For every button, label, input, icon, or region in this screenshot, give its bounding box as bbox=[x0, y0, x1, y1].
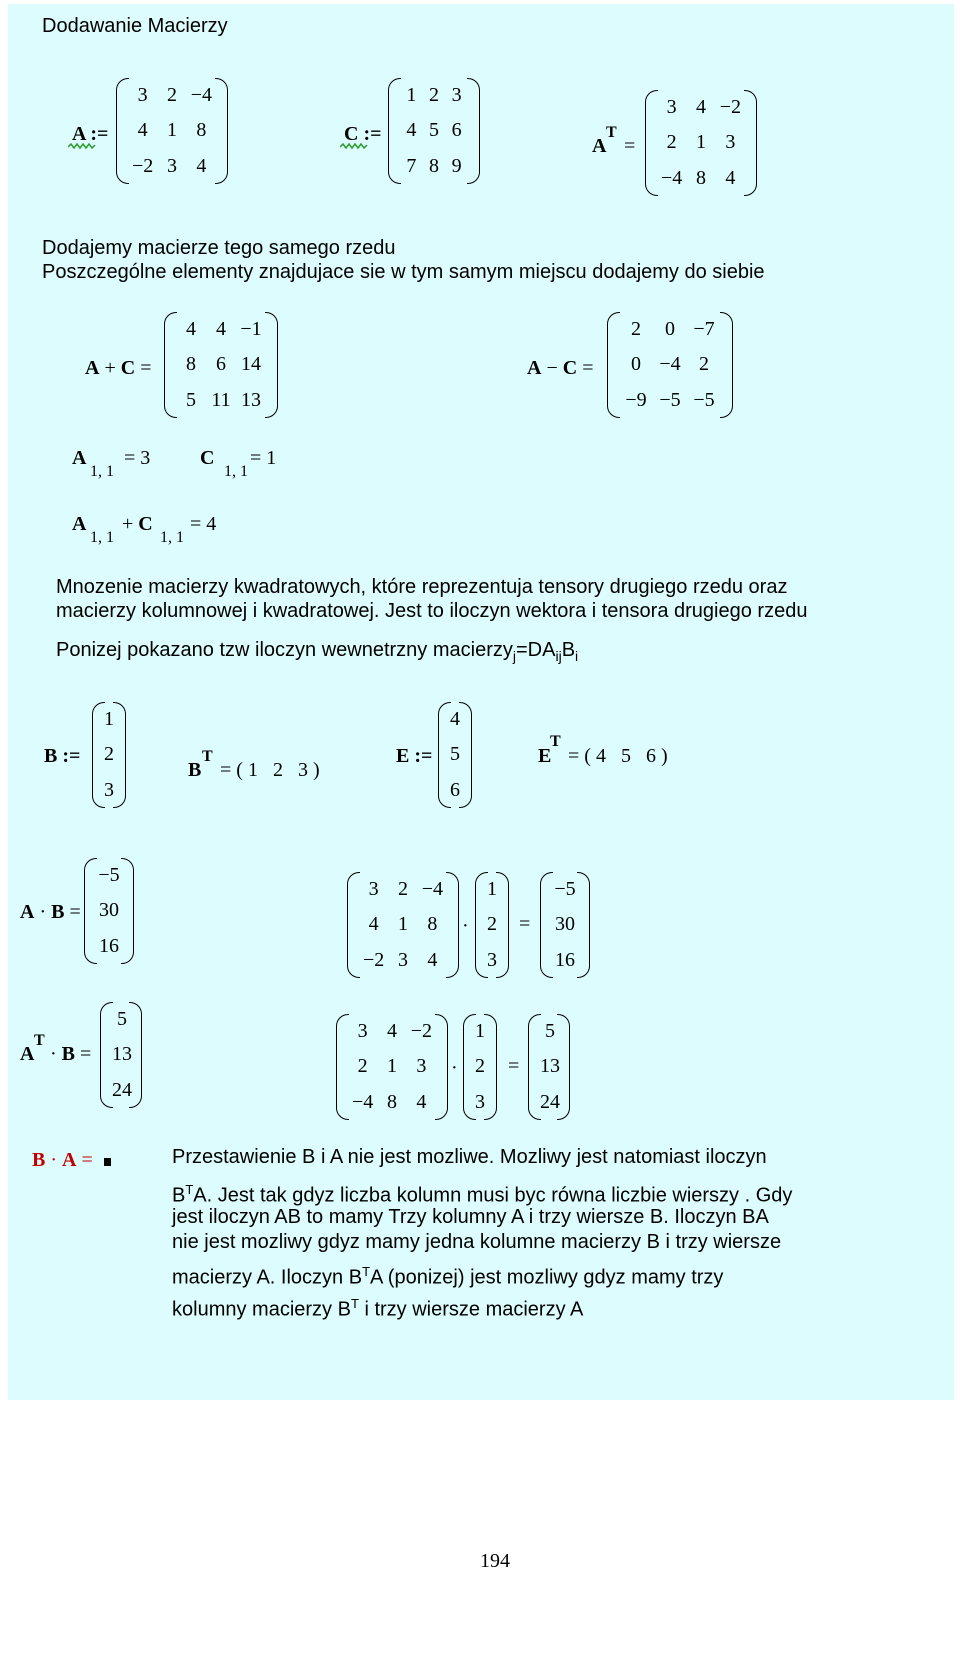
matrix-cell: −4 bbox=[190, 84, 212, 107]
matrix-b-expanded bbox=[475, 872, 509, 978]
matrix-cell: 8 bbox=[427, 913, 438, 936]
explanation-line-3: jest iloczyn AB to mamy Trzy kolumny A i trzy wiersze B. Iloczyn BA bbox=[172, 1206, 769, 1228]
subscript-1-1: 1, 1 bbox=[90, 529, 114, 546]
at-label: A bbox=[592, 135, 607, 157]
page-number: 194 bbox=[480, 1550, 510, 1572]
et-label: E bbox=[538, 745, 552, 767]
transpose-superscript: T bbox=[34, 1032, 45, 1049]
matrix-cell: 1 bbox=[386, 1055, 397, 1078]
matrix-cell: 6 bbox=[451, 119, 462, 142]
matrix-cell: 3 bbox=[666, 96, 677, 119]
multiplication-text-2: macierzy kolumnowej i kwadratowej. Jest to iloczyn wektora i tensora drugiego rzedu bbox=[56, 600, 808, 622]
right-bracket bbox=[496, 872, 509, 978]
matrix-cell: −7 bbox=[693, 318, 715, 341]
matrix-cell: 8 bbox=[428, 154, 439, 177]
right-bracket bbox=[720, 312, 733, 418]
matrix-cell: 0 bbox=[631, 353, 641, 376]
matrix-ab-expanded-result bbox=[540, 872, 590, 978]
subscript-1-1: 1, 1 bbox=[160, 529, 184, 546]
matrix-cell: 4 bbox=[137, 119, 148, 142]
matrix-cell: −5 bbox=[693, 388, 715, 411]
matrix-cell: 13 bbox=[540, 1055, 560, 1078]
matrix-cell: −2 bbox=[132, 154, 154, 177]
right-bracket bbox=[435, 1014, 448, 1120]
matrix-cell: 16 bbox=[555, 948, 575, 971]
matrix-cell: 1 bbox=[397, 913, 408, 936]
matrix-cell: 2 bbox=[428, 84, 439, 107]
matrix-cell: 3 bbox=[368, 878, 379, 901]
sum-a-element: A bbox=[72, 513, 87, 535]
matrix-cell: 2 bbox=[357, 1055, 368, 1078]
atb-a-label: A bbox=[20, 1043, 35, 1065]
right-bracket bbox=[113, 702, 126, 808]
c-definition-label: C := bbox=[344, 123, 382, 145]
matrix-grid bbox=[112, 1002, 130, 1108]
atb-label: · B = bbox=[50, 1043, 92, 1065]
matrix-cell: 4 bbox=[695, 96, 706, 119]
matrix-cell: −5 bbox=[554, 878, 576, 901]
matrix-e bbox=[438, 702, 472, 808]
matrix-grid bbox=[552, 872, 578, 978]
matrix-grid bbox=[176, 312, 266, 418]
matrix-cell: 2 bbox=[397, 878, 408, 901]
matrix-atb-expanded-result bbox=[528, 1014, 570, 1120]
matrix-cell: 16 bbox=[99, 934, 119, 957]
matrix-cell: 24 bbox=[112, 1078, 132, 1101]
transpose-superscript: T bbox=[550, 733, 561, 750]
value-a11: = 3 bbox=[124, 447, 151, 469]
matrix-cell: 1 bbox=[695, 131, 706, 154]
explanation-line-2: $B^TA$. Jest tak gdyz liczba kolumn musi byc równa liczbie wierszy . Gdy bbox=[172, 1182, 793, 1207]
matrix-grid bbox=[128, 78, 216, 184]
matrix-ab-result bbox=[84, 858, 134, 964]
matrix-a bbox=[116, 78, 228, 184]
ab-label: A · B = bbox=[20, 901, 81, 923]
matrix-cell: 2 bbox=[487, 913, 497, 936]
matrix-cell: 4 bbox=[427, 948, 438, 971]
matrix-cell: −4 bbox=[659, 353, 681, 376]
ba-label: B · A = bbox=[32, 1149, 93, 1171]
right-bracket bbox=[467, 78, 480, 184]
matrix-cell: 3 bbox=[104, 778, 114, 801]
right-bracket bbox=[446, 872, 459, 978]
right-bracket bbox=[557, 1014, 570, 1120]
explanation-line-6: kolumny macierzy $B^T$ i trzy wiersze macierzy A bbox=[172, 1296, 584, 1321]
matrix-cell: 2 bbox=[631, 318, 641, 341]
matrix-cell: −2 bbox=[363, 948, 385, 971]
matrix-grid bbox=[348, 1014, 436, 1120]
matrix-cell: 6 bbox=[450, 778, 460, 801]
matrix-cell: 30 bbox=[99, 899, 119, 922]
matrix-cell: 3 bbox=[487, 948, 497, 971]
matrix-cell: −4 bbox=[661, 166, 683, 189]
matrix-cell: 4 bbox=[216, 318, 226, 341]
matrix-b-expanded bbox=[463, 1014, 497, 1120]
matrix-cell: 0 bbox=[665, 318, 675, 341]
right-bracket bbox=[129, 1002, 142, 1108]
matrix-cell: 4 bbox=[368, 913, 379, 936]
matrix-cell: −4 bbox=[421, 878, 443, 901]
matrix-cell: 11 bbox=[211, 388, 231, 411]
right-bracket bbox=[577, 872, 590, 978]
bt-label: B bbox=[188, 759, 202, 781]
matrix-at-expanded bbox=[336, 1014, 448, 1120]
a-plus-c-label: A + C = bbox=[85, 357, 152, 379]
matrix-cell: −1 bbox=[240, 318, 262, 341]
dot-operator: · bbox=[451, 1057, 458, 1079]
matrix-cell: 4 bbox=[725, 166, 736, 189]
matrix-cell: 8 bbox=[695, 166, 706, 189]
matrix-cell: −4 bbox=[352, 1090, 374, 1113]
matrix-a-plus-c bbox=[164, 312, 278, 418]
matrix-cell: 2 bbox=[104, 743, 114, 766]
squiggle-underline-icon bbox=[68, 142, 96, 150]
multiplication-text-1: Mnozenie macierzy kwadratowych, które reprezentuja tensory drugiego rzedu oraz bbox=[56, 576, 788, 598]
page-title: Dodawanie Macierzy bbox=[42, 15, 228, 37]
explanation-line-5: macierzy A. Iloczyn $B^TA$ (ponizej) jest mozliwy gdyz mamy trzy bbox=[172, 1264, 724, 1289]
matrix-grid bbox=[619, 312, 721, 418]
matrix-cell: 3 bbox=[416, 1055, 427, 1078]
equals-sign: = bbox=[624, 135, 636, 157]
matrix-cell: 2 bbox=[166, 84, 177, 107]
e-definition-label: E := bbox=[396, 745, 433, 767]
right-bracket bbox=[121, 858, 134, 964]
equals-sign: = bbox=[519, 913, 531, 935]
a-definition-label: A := bbox=[72, 123, 109, 145]
matrix-cell: 24 bbox=[540, 1090, 560, 1113]
value-c11: = 1 bbox=[250, 447, 277, 469]
dot-operator: · bbox=[462, 915, 469, 937]
matrix-cell: 5 bbox=[428, 119, 439, 142]
matrix-cell: 13 bbox=[241, 388, 261, 411]
matrix-cell: 6 bbox=[216, 353, 226, 376]
matrix-grid bbox=[400, 78, 468, 184]
subscript-1-1: 1, 1 bbox=[224, 463, 248, 480]
explanation-line-1: Przestawienie B i A nie jest mozliwe. Mozliwy jest natomiast iloczyn bbox=[172, 1146, 767, 1168]
equals-sign: = bbox=[508, 1055, 520, 1077]
matrix-cell: 4 bbox=[186, 318, 196, 341]
matrix-cell: 4 bbox=[196, 154, 207, 177]
b-definition-label: B := bbox=[44, 745, 81, 767]
matrix-cell: −2 bbox=[410, 1020, 432, 1043]
transpose-superscript: T bbox=[606, 124, 617, 141]
matrix-grid bbox=[96, 858, 122, 964]
text-line-1: Dodajemy macierze tego samego rzedu bbox=[42, 237, 396, 259]
matrix-cell: 9 bbox=[451, 154, 462, 177]
matrix-cell: 4 bbox=[406, 119, 417, 142]
text-line-2: Poszczególne elementy znajdujace sie w tym samym miejscu dodajemy do siebie bbox=[42, 261, 765, 283]
matrix-a-transpose bbox=[645, 90, 757, 196]
matrix-cell: 1 bbox=[166, 119, 177, 142]
matrix-cell: 3 bbox=[397, 948, 408, 971]
explanation-line-4: nie jest mozliwy gdyz mamy jedna kolumne macierzy B i trzy wiersze bbox=[172, 1231, 782, 1253]
matrix-a-expanded bbox=[347, 872, 459, 978]
matrix-cell: 14 bbox=[241, 353, 261, 376]
matrix-cell: 5 bbox=[117, 1008, 127, 1031]
bt-row-vector: = ( 1 2 3 ) bbox=[220, 759, 320, 781]
matrix-cell: 7 bbox=[406, 154, 417, 177]
matrix-grid bbox=[657, 90, 745, 196]
matrix-cell: 2 bbox=[666, 131, 677, 154]
matrix-cell: 5 bbox=[186, 388, 196, 411]
matrix-cell: 1 bbox=[487, 878, 497, 901]
matrix-cell: 5 bbox=[545, 1020, 555, 1043]
matrix-cell: 8 bbox=[186, 353, 196, 376]
a-minus-c-label: A − C = bbox=[527, 357, 594, 379]
matrix-cell: 4 bbox=[416, 1090, 427, 1113]
matrix-cell: 1 bbox=[104, 708, 114, 731]
matrix-cell: 4 bbox=[386, 1020, 397, 1043]
matrix-cell: 3 bbox=[166, 154, 177, 177]
transpose-superscript: T bbox=[202, 748, 213, 765]
sum-plus-c: + C bbox=[122, 513, 153, 535]
matrix-grid bbox=[540, 1014, 558, 1120]
matrix-cell: 8 bbox=[196, 119, 207, 142]
inner-product-text: Ponizej pokazano tzw iloczyn wewnetrzny $macierzy_j=DA_{ij}B_i$ bbox=[56, 639, 579, 664]
matrix-atb-result bbox=[100, 1002, 142, 1108]
matrix-cell: 3 bbox=[137, 84, 148, 107]
right-bracket bbox=[215, 78, 228, 184]
matrix-c bbox=[388, 78, 480, 184]
matrix-cell: 2 bbox=[699, 353, 709, 376]
matrix-cell: 13 bbox=[112, 1043, 132, 1066]
et-row-vector: = ( 4 5 6 ) bbox=[568, 745, 668, 767]
right-bracket bbox=[265, 312, 278, 418]
matrix-cell: 30 bbox=[555, 913, 575, 936]
matrix-cell: 3 bbox=[725, 131, 736, 154]
matrix-cell: 1 bbox=[475, 1020, 485, 1043]
matrix-cell: 5 bbox=[450, 743, 460, 766]
matrix-cell: 3 bbox=[357, 1020, 368, 1043]
right-bracket bbox=[744, 90, 757, 196]
sum-value: = 4 bbox=[190, 513, 217, 535]
matrix-grid bbox=[359, 872, 447, 978]
subscript-1-1: 1, 1 bbox=[90, 463, 114, 480]
matrix-cell: 1 bbox=[406, 84, 417, 107]
matrix-cell: 8 bbox=[386, 1090, 397, 1113]
element-c11: C bbox=[200, 447, 215, 469]
matrix-cell: 4 bbox=[450, 708, 460, 731]
matrix-cell: −5 bbox=[659, 388, 681, 411]
right-bracket bbox=[484, 1014, 497, 1120]
matrix-cell: 3 bbox=[475, 1090, 485, 1113]
squiggle-underline-icon bbox=[340, 142, 368, 150]
matrix-cell: 2 bbox=[475, 1055, 485, 1078]
matrix-cell: −5 bbox=[98, 864, 120, 887]
matrix-cell: −2 bbox=[719, 96, 741, 119]
right-bracket bbox=[459, 702, 472, 808]
matrix-cell: 3 bbox=[451, 84, 462, 107]
matrix-a-minus-c bbox=[607, 312, 733, 418]
matrix-cell: −9 bbox=[625, 388, 647, 411]
matrix-b bbox=[92, 702, 126, 808]
placeholder-marker-icon bbox=[104, 1158, 111, 1166]
element-a11: A bbox=[72, 447, 87, 469]
